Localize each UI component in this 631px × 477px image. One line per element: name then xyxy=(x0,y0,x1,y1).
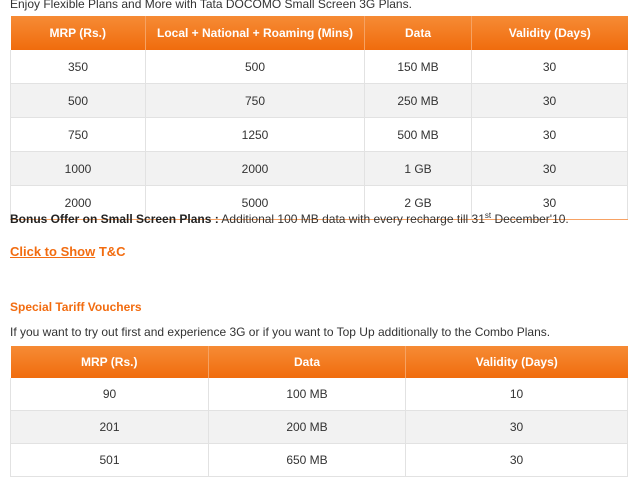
cell-mrp: 750 xyxy=(11,118,146,152)
cell-mrp: 201 xyxy=(11,411,209,444)
cell-data: 100 MB xyxy=(209,378,406,411)
cell-mrp: 1000 xyxy=(11,152,146,186)
cell-minutes: 5000 xyxy=(146,186,365,220)
cell-mrp: 2000 xyxy=(11,186,146,220)
cell-validity: 30 xyxy=(472,118,628,152)
table-row xyxy=(11,84,628,118)
cell-validity: 10 xyxy=(406,378,628,411)
bonus-offer-ordinal: st xyxy=(484,211,492,220)
vouchers-header-row xyxy=(11,346,628,378)
col-header-data: Data xyxy=(365,16,472,50)
cell-minutes: 2000 xyxy=(146,152,365,186)
col-header-validity: Validity (Days) xyxy=(406,346,628,378)
vouchers-table xyxy=(10,346,628,477)
col-header-mrp: MRP (Rs.) xyxy=(11,16,146,50)
bonus-offer xyxy=(10,211,569,226)
table-row xyxy=(11,444,628,477)
table-row xyxy=(11,118,628,152)
click-to-show-link[interactable]: Click to Show xyxy=(10,244,96,259)
cell-data: 1 GB xyxy=(365,152,472,186)
cell-validity: 30 xyxy=(472,152,628,186)
col-header-minutes: Local + National + Roaming (Mins) xyxy=(146,16,365,50)
bonus-offer-label: Bonus Offer on Small Screen Plans : xyxy=(10,212,219,226)
cell-validity: 30 xyxy=(472,50,628,84)
col-header-validity: Validity (Days) xyxy=(472,16,628,50)
cell-data: 2 GB xyxy=(365,186,472,220)
cell-validity: 30 xyxy=(406,444,628,477)
intro-text: Enjoy Flexible Plans and More with Tata DOCOMO Small Screen 3G Plans. xyxy=(10,0,412,11)
terms-toggle xyxy=(10,244,126,259)
table-row xyxy=(11,378,628,411)
cell-validity: 30 xyxy=(472,186,628,220)
bonus-offer-text: Additional 100 MB data with every recharge till 31 xyxy=(218,212,485,226)
cell-minutes: 1250 xyxy=(146,118,365,152)
plans-header-row xyxy=(11,16,628,50)
terms-label: T&C xyxy=(95,244,126,259)
col-header-data: Data xyxy=(209,346,406,378)
cell-validity: 30 xyxy=(472,84,628,118)
cell-mrp: 90 xyxy=(11,378,209,411)
cell-mrp: 500 xyxy=(11,84,146,118)
cell-validity: 30 xyxy=(406,411,628,444)
plans-table xyxy=(10,16,628,220)
cell-minutes: 500 xyxy=(146,50,365,84)
cell-data: 150 MB xyxy=(365,50,472,84)
cell-data: 500 MB xyxy=(365,118,472,152)
cell-data: 200 MB xyxy=(209,411,406,444)
cell-data: 250 MB xyxy=(365,84,472,118)
table-row xyxy=(11,152,628,186)
vouchers-description: If you want to try out first and experience 3G or if you want to Top Up additionally to the Combo Plans. xyxy=(10,325,551,339)
table-row xyxy=(11,411,628,444)
cell-mrp: 501 xyxy=(11,444,209,477)
cell-data: 650 MB xyxy=(209,444,406,477)
cell-minutes: 750 xyxy=(146,84,365,118)
bonus-offer-tail: December'10. xyxy=(491,212,569,226)
col-header-mrp: MRP (Rs.) xyxy=(11,346,209,378)
vouchers-section-title: Special Tariff Vouchers xyxy=(10,300,142,314)
table-row xyxy=(11,50,628,84)
cell-mrp: 350 xyxy=(11,50,146,84)
